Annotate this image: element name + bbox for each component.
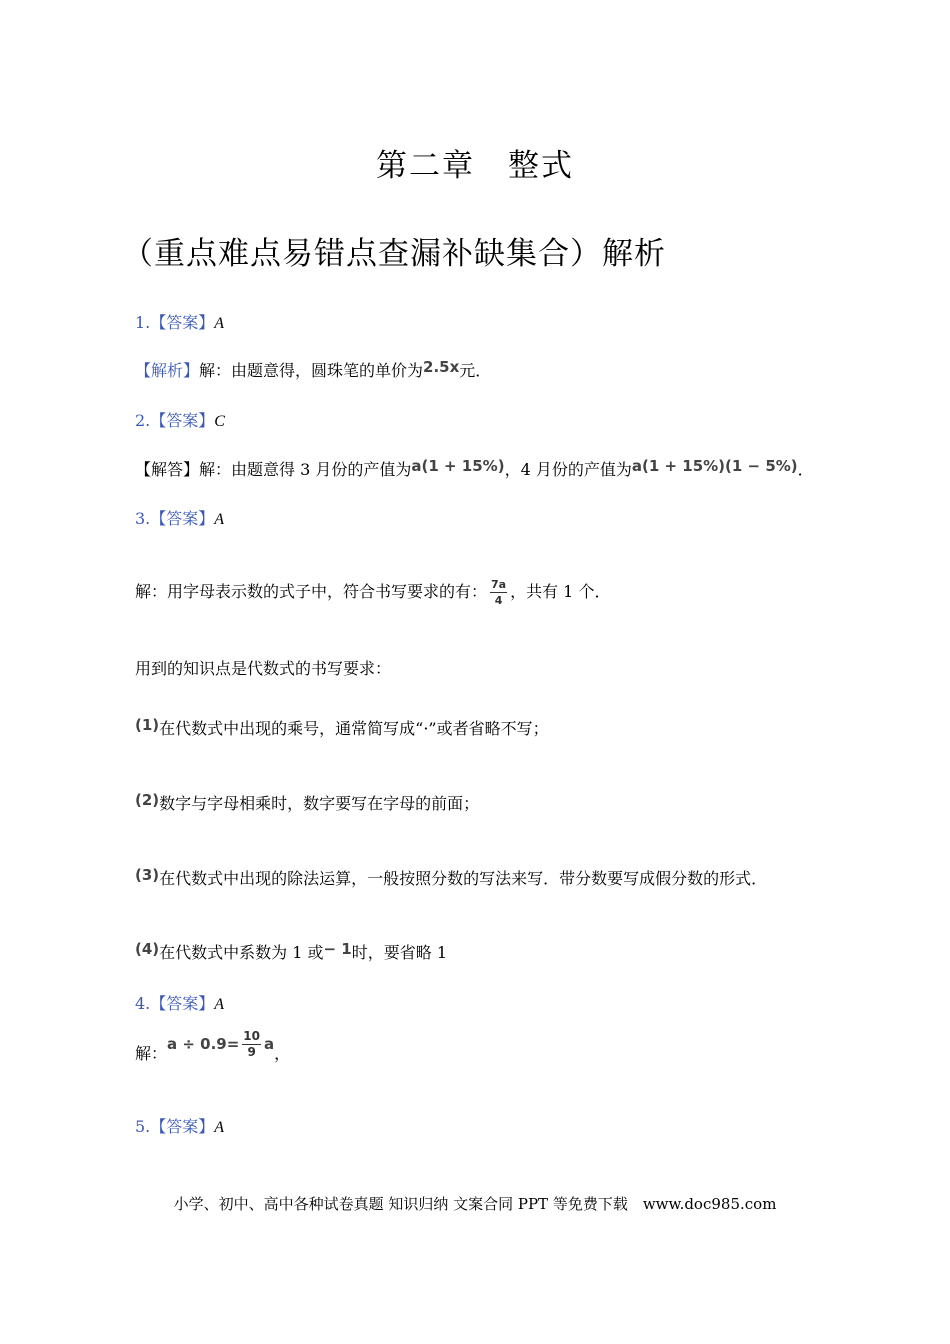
rule-4-math: − 1 xyxy=(323,940,352,958)
q2-text1: 解：由题意得 3 月份的产值为 xyxy=(199,460,412,479)
q1-answer-tag: 【答案】 xyxy=(150,313,215,332)
q3-answer-tag: 【答案】 xyxy=(150,509,215,528)
q5-answer-line xyxy=(135,1116,224,1139)
q1-text: 解：由题意得，圆珠笔的单价为 xyxy=(199,361,424,380)
q3-answer: A xyxy=(214,511,225,528)
q2-answer: C xyxy=(214,413,225,430)
q5-number: 5. xyxy=(135,1117,151,1136)
q5-answer: A xyxy=(214,1119,225,1136)
q1-answer-line xyxy=(135,312,224,335)
q3-number: 3. xyxy=(135,509,151,528)
q3-fraction-denominator: 4 xyxy=(494,594,503,607)
q4-answer-line xyxy=(135,993,224,1016)
q4-fraction-numerator: 10 xyxy=(243,1029,260,1043)
q3-fraction-numerator: 7a xyxy=(491,578,507,591)
q3-rule-2 xyxy=(135,793,479,815)
rule-4-text-b: 时，要省略 1 xyxy=(351,943,448,962)
rule-1-marker: (1) xyxy=(135,716,160,734)
q4-formula: a ÷ 0.9= xyxy=(167,1035,240,1053)
q4-var: a xyxy=(264,1035,275,1053)
page-subtitle: （重点难点易错点查漏补缺集合）解析 xyxy=(122,236,666,272)
q3-text2: ，共有 1 个． xyxy=(510,582,611,601)
q2-formula2: a(1 + 15%)(1 − 5%) xyxy=(631,457,798,475)
q2-solution-line xyxy=(135,459,814,481)
q2-answer-line xyxy=(135,410,225,433)
q3-solution-line xyxy=(135,578,610,607)
q1-analysis-tag: 【解析】 xyxy=(135,361,200,380)
q1-answer: A xyxy=(214,315,225,332)
q2-answer-tag: 【答案】 xyxy=(150,411,215,430)
q4-fraction xyxy=(242,1030,261,1059)
q1-formula: 2.5x xyxy=(423,358,460,376)
q3-text1: 解：用字母表示数的式子中，符合书写要求的有： xyxy=(135,582,488,601)
q1-analysis-line xyxy=(135,360,491,382)
page-title: 第二章 整式 xyxy=(376,148,574,184)
q4-answer-tag: 【答案】 xyxy=(150,994,215,1013)
rule-1-text: 在代数式中出现的乘号，通常简写成“·”或者省略不写； xyxy=(159,719,549,738)
rule-2-text: 数字与字母相乘时，数字要写在字母的前面； xyxy=(159,794,480,813)
q1-suffix: 元． xyxy=(459,361,492,380)
rule-3-text: 在代数式中出现的除法运算，一般按照分数的写法来写．带分数要写成假分数的形式． xyxy=(159,869,768,888)
q3-rule-1 xyxy=(135,718,549,740)
q2-number: 2. xyxy=(135,411,151,430)
q4-number: 4. xyxy=(135,994,151,1013)
q3-fraction xyxy=(490,578,507,607)
q1-number: 1. xyxy=(135,313,151,332)
q2-suffix: ． xyxy=(797,460,814,479)
q3-knowledge: 用到的知识点是代数式的书写要求： xyxy=(135,659,392,678)
q4-label: 解： xyxy=(135,1044,168,1063)
q3-rule-3 xyxy=(135,868,767,890)
q2-formula1: a(1 + 15%) xyxy=(411,457,505,475)
q4-suffix: ， xyxy=(274,1044,291,1063)
q3-answer-line xyxy=(135,508,224,531)
page-footer: 小学、初中、高中各种试卷真题 知识归纳 文案合同 PPT 等免费下载 www.doc985.com xyxy=(173,1195,777,1213)
q4-solution-line xyxy=(135,1029,291,1069)
q3-rule-4 xyxy=(135,942,447,964)
rule-2-marker: (2) xyxy=(135,791,160,809)
q5-answer-tag: 【答案】 xyxy=(150,1117,215,1136)
rule-3-marker: (3) xyxy=(135,866,160,884)
rule-4-text-a: 在代数式中系数为 1 或 xyxy=(159,943,324,962)
q4-answer: A xyxy=(214,996,225,1013)
q2-text2: ，4 月份的产值为 xyxy=(504,460,632,479)
q2-answer-label: 【解答】 xyxy=(135,460,200,479)
rule-4-marker: (4) xyxy=(135,940,160,958)
q4-fraction-denominator: 9 xyxy=(247,1045,256,1059)
